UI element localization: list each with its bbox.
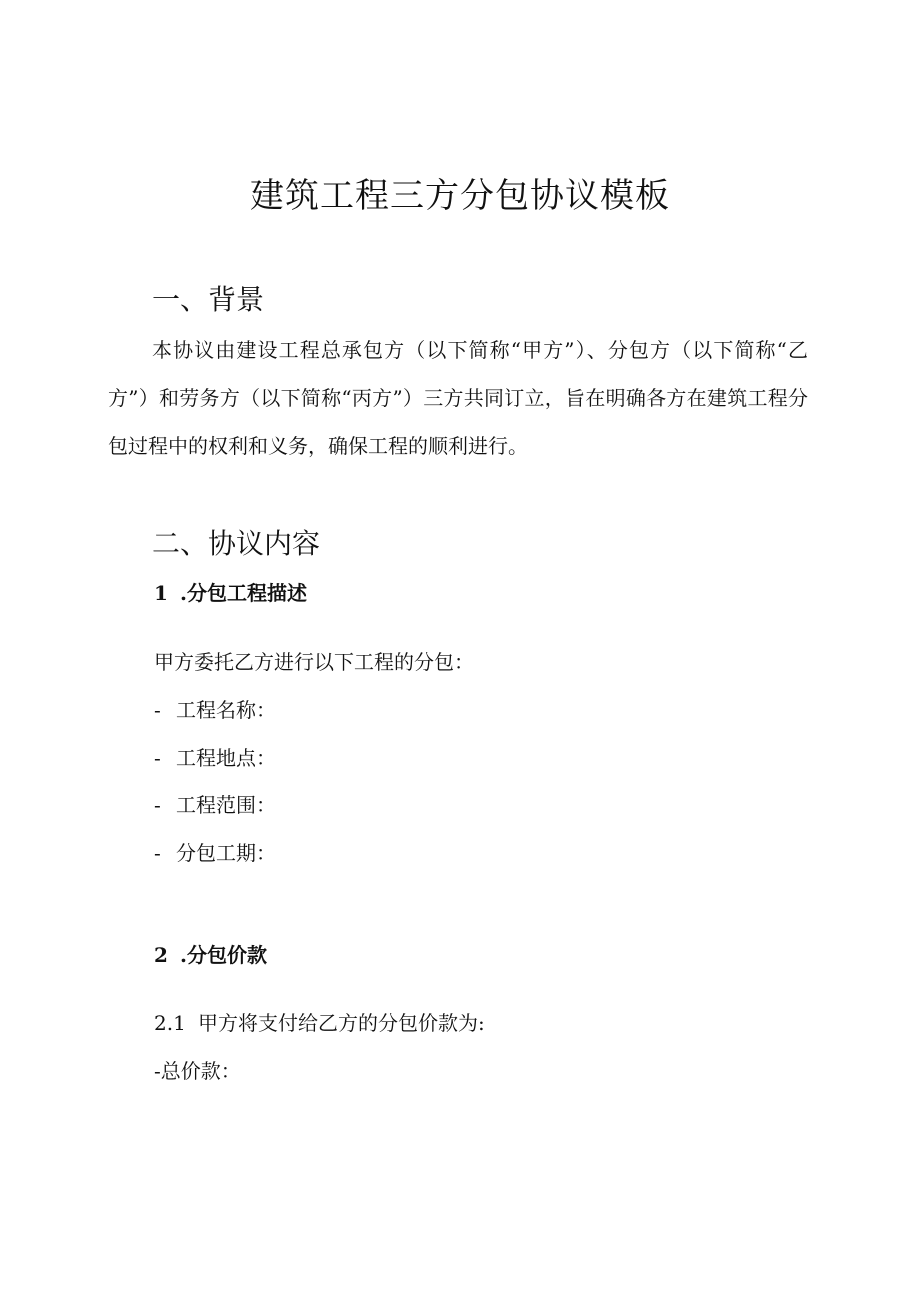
subsection-title: .分包价款 <box>180 943 267 967</box>
list-item <box>154 838 276 868</box>
list-dash: - <box>154 841 161 865</box>
list-item <box>154 695 276 725</box>
subcontract-intro: 甲方委托乙方进行以下工程的分包： <box>154 650 474 674</box>
list-item-label: 工程名称： <box>176 698 276 722</box>
list-item <box>154 743 276 773</box>
section-heading-agreement-content: 二、协议内容 <box>152 527 321 560</box>
subsection-number: 2 <box>154 943 168 967</box>
document-title: 建筑工程三方分包协议模板 <box>250 176 670 216</box>
list-dash: - <box>154 793 161 817</box>
list-item-label: 工程范围： <box>176 793 276 817</box>
background-paragraph: 本协议由建设工程总承包方（以下简称“甲方”）、分包方（以下简称“乙方”）和劳务方（以下简称“丙方”）三方共同订立，旨在明确各方在建筑工程分包过程中的权利和义务，确保工程的顺利进行。 <box>108 338 808 458</box>
list-dash: - <box>154 746 161 770</box>
section-heading-background: 一、背景 <box>152 283 265 316</box>
clause-text: 甲方将支付给乙方的分包价款为: <box>198 1011 485 1035</box>
subsection-heading-1 <box>154 578 307 608</box>
clause-number: 2.1 <box>154 1011 186 1035</box>
total-price-label: -总价款： <box>154 1059 241 1083</box>
list-item-label: 分包工期： <box>176 841 276 865</box>
subsection-heading-2 <box>154 940 267 970</box>
list-item-label: 工程地点： <box>176 746 276 770</box>
list-dash: - <box>154 698 161 722</box>
clause-2-1 <box>154 1008 485 1038</box>
subsection-title: .分包工程描述 <box>180 581 307 605</box>
list-item <box>154 790 276 820</box>
subsection-number: 1 <box>154 581 168 605</box>
